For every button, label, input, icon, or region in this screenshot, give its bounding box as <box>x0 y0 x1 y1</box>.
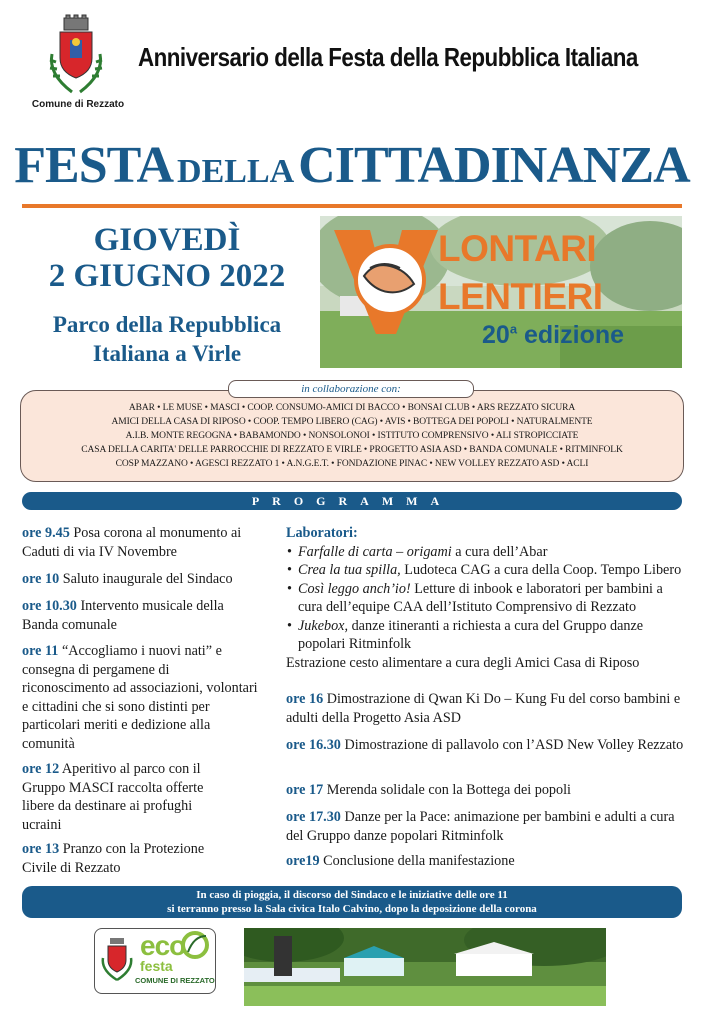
volontari-line1: LONTARI <box>438 228 597 269</box>
rain-notice-line2: si terranno presso la Sala civica Italo Calvino, dopo la deposizione della corona <box>167 903 537 915</box>
eco-festa-word: festa <box>140 958 173 974</box>
edition-sup: a <box>509 321 518 337</box>
eco-comune: COMUNE DI REZZATO <box>135 976 215 985</box>
event-item: ore 9.45 Posa corona al monumento ai Caduti di via IV Novembre <box>22 525 242 560</box>
comune-crest-icon <box>44 14 108 98</box>
list-item: • Jukebox, danze itineranti a richiesta a cura del Gruppo danze popolari Ritminfolk <box>298 617 686 654</box>
small-crest-icon <box>100 936 134 982</box>
volontari-line2: LENTIERI <box>438 276 603 317</box>
collab-line-4: CASA DELLA CARITA' DELLE PARROCCHIE DI REZZATO E VIRLE • PROGETTO ASIA ASD • BANDA COMUNALE • RITMINFOLK <box>81 445 623 455</box>
eco-word: eco <box>140 930 186 961</box>
collab-line-3: A.I.B. MONTE REGOGNA • BABAMONDO • NONSOLONOI • ISTITUTO COMPRENSIVO • ALI STROPICCIATE <box>125 431 579 441</box>
comune-name: Comune di Rezzato <box>31 99 125 110</box>
event-item: ore 17.30 Danze per la Pace: animazione per bambini e adulti a cura del Gruppo danze popolari Ritminfolk <box>286 809 675 844</box>
event-item: ore19 Conclusione della manifestazione <box>286 853 515 869</box>
rain-notice <box>22 886 682 918</box>
event-item: ore 13 Pranzo con la Protezione Civile di Rezzato <box>22 841 205 876</box>
event-date: 2 GIUGNO 2022 <box>48 258 286 294</box>
event-item: ore 16 Dimostrazione di Qwan Ki Do – Kung Fu del corso bambini e adulti della Progetto Asia ASD <box>286 691 681 726</box>
title-festa: FESTA <box>14 137 174 194</box>
event-day: GIOVEDÌ <box>93 222 241 258</box>
title-divider <box>22 204 682 208</box>
rain-notice-line1: In caso di pioggia, il discorso del Sindaco e le iniziative delle ore 11 <box>196 889 508 901</box>
list-item: • Crea la tua spilla, Ludoteca CAG a cura della Coop. Tempo Libero <box>298 561 686 580</box>
laboratori-section <box>286 524 686 672</box>
event-item: ore 12 Aperitivo al parco con il Gruppo MASCI raccolta offerte libere da destinare ai profughi ucraini <box>22 761 204 833</box>
volontari-edition <box>482 321 624 350</box>
event-item: ore 10 Saluto inaugurale del Sindaco <box>22 571 233 587</box>
collab-line-1: ABAR • LE MUSE • MASCI • COOP. CONSUMO-AMICI DI BACCO • BONSAI CLUB • ARS REZZATO SICURA <box>128 403 576 413</box>
edition-word: edizione <box>524 321 625 349</box>
event-item: ore 11 “Accogliamo i nuovi nati” e consegna di pergamene di riconoscimento ad associazioni, volontari e cittadini che si sono distinti per particolari meriti e dedizione alla comunità <box>22 643 258 752</box>
event-venue-line1: Parco della Repubblica <box>52 312 282 337</box>
list-item: • Così leggo anch’io! Letture di inbook e laboratori per bambini a cura dell’equipe CAA dell’Istituto Comprensivo di Rezzato <box>298 580 686 617</box>
laboratori-extra: Estrazione cesto alimentare a cura degli Amici Casa di Riposo <box>286 654 640 671</box>
programma-bar: PROGRAMMA <box>22 492 682 510</box>
event-item: ore 10.30 Intervento musicale della Banda comunale <box>22 598 224 633</box>
collab-label: in collaborazione con: <box>228 380 474 398</box>
event-photo <box>244 928 606 1006</box>
title-cittadinanza: CITTADINANZA <box>298 137 690 194</box>
title-della: DELLA <box>177 153 295 190</box>
edition-number: 20 <box>482 321 510 349</box>
event-item: ore 17 Merenda solidale con la Bottega dei popoli <box>286 782 571 798</box>
collab-line-2: AMICI DELLA CASA DI RIPOSO • COOP. TEMPO LIBERO (CAG) • AVIS • BOTTEGA DEI POPOLI • NATURALMENTE <box>111 417 593 427</box>
event-item: ore 16.30 Dimostrazione di pallavolo con l’ASD New Volley Rezzato <box>286 737 684 753</box>
list-item: • Farfalle di carta – origami a cura dell’Abar <box>298 543 686 562</box>
laboratori-heading: Laboratori: <box>286 525 358 541</box>
event-venue-line2: Italiana a Virle <box>92 341 242 366</box>
collaboration-box <box>20 390 684 482</box>
volontari-v-logo-icon <box>330 222 442 342</box>
headline: Anniversario della Festa della Repubblica Italiana <box>138 42 638 72</box>
collab-line-5: COSP MAZZANO • AGESCI REZZATO 1 • A.N.G.E.T. • FONDAZIONE PINAC • NEW VOLLEY REZZATO ASD • ACLI <box>115 459 589 469</box>
page-title <box>0 136 704 195</box>
